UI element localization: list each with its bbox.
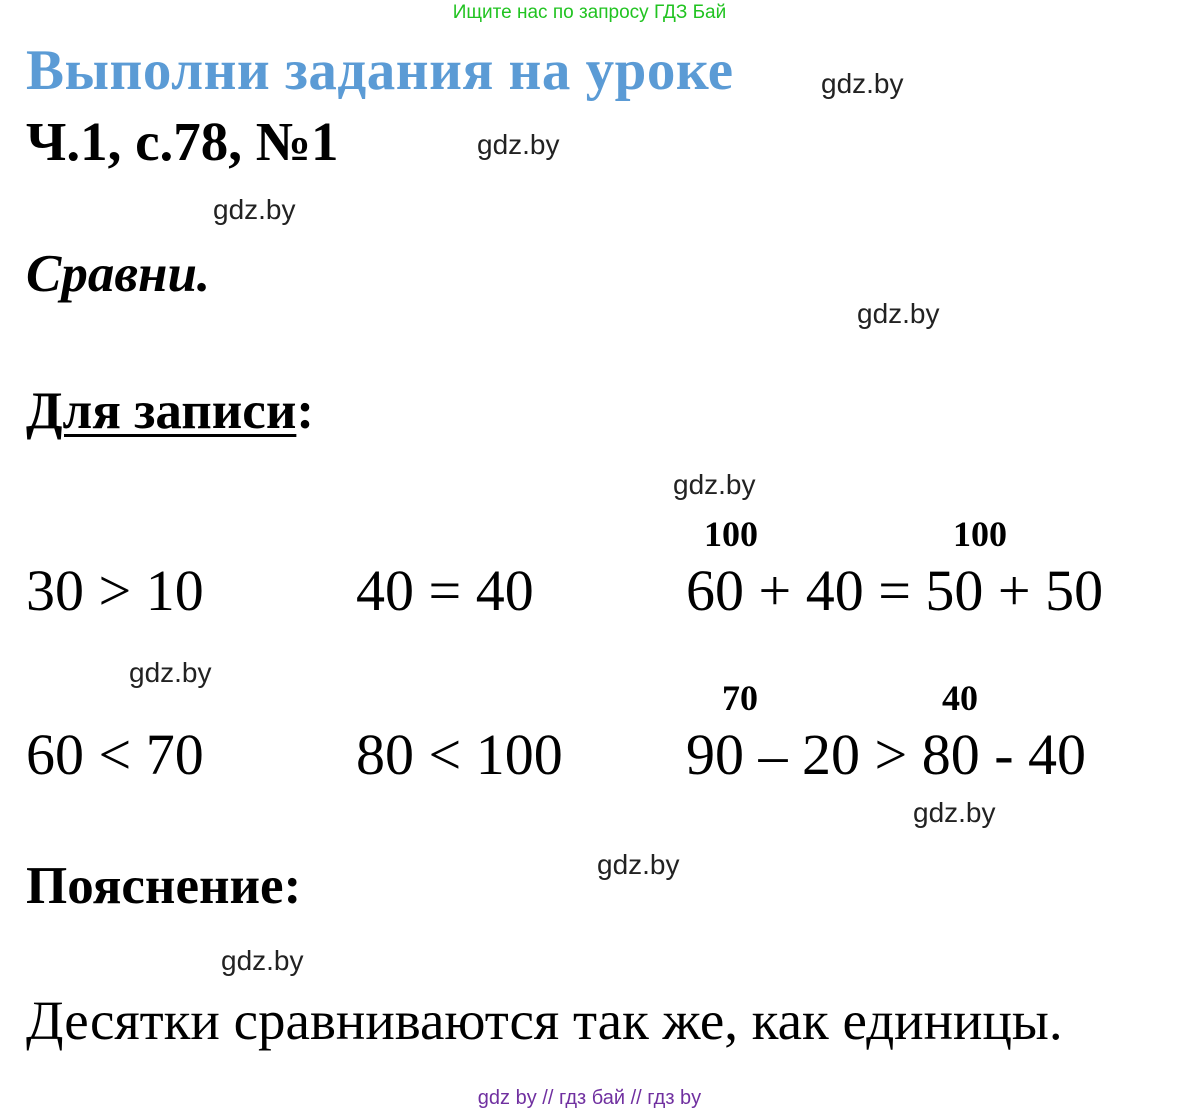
comparison-2a: 60 < 70: [26, 722, 204, 787]
comparison-2b: 80 < 100: [356, 722, 563, 787]
page-heading: Выполни задания на уроке: [26, 39, 734, 102]
comparison-2c: 90 – 20 > 80 - 40: [686, 722, 1087, 787]
watermark: gdz.by: [477, 129, 560, 160]
watermark: gdz.by: [221, 945, 304, 976]
comparison-1b: 40 = 40: [356, 558, 534, 623]
watermark: gdz.by: [821, 68, 904, 99]
record-heading: [26, 382, 315, 440]
record-label: Для записи: [26, 382, 297, 440]
watermark: gdz.by: [857, 298, 940, 329]
task-instruction: Сравни.: [26, 245, 211, 303]
top-banner: Ищите нас по запросу ГДЗ Бай: [452, 2, 727, 23]
record-colon: :: [296, 382, 315, 440]
result-1-right: 100: [953, 514, 1007, 554]
explanation-title: Пояснение:: [26, 857, 302, 915]
watermark: gdz.by: [913, 797, 996, 828]
watermark: gdz.by: [129, 657, 212, 688]
part-reference: Ч.1, с.78, №1: [26, 111, 339, 172]
result-2-left: 70: [722, 678, 758, 718]
explanation-text: Десятки сравниваются так же, как единицы.: [26, 990, 1063, 1051]
result-1-left: 100: [704, 514, 758, 554]
watermark: gdz.by: [597, 849, 680, 880]
comparison-1c: 60 + 40 = 50 + 50: [686, 558, 1104, 623]
comparison-1a: 30 > 10: [26, 558, 204, 623]
watermark: gdz.by: [213, 194, 296, 225]
watermark: gdz.by: [673, 469, 756, 500]
result-2-right: 40: [942, 678, 978, 718]
footer-links: gdz by // гдз бай // гдз by: [477, 1087, 702, 1109]
